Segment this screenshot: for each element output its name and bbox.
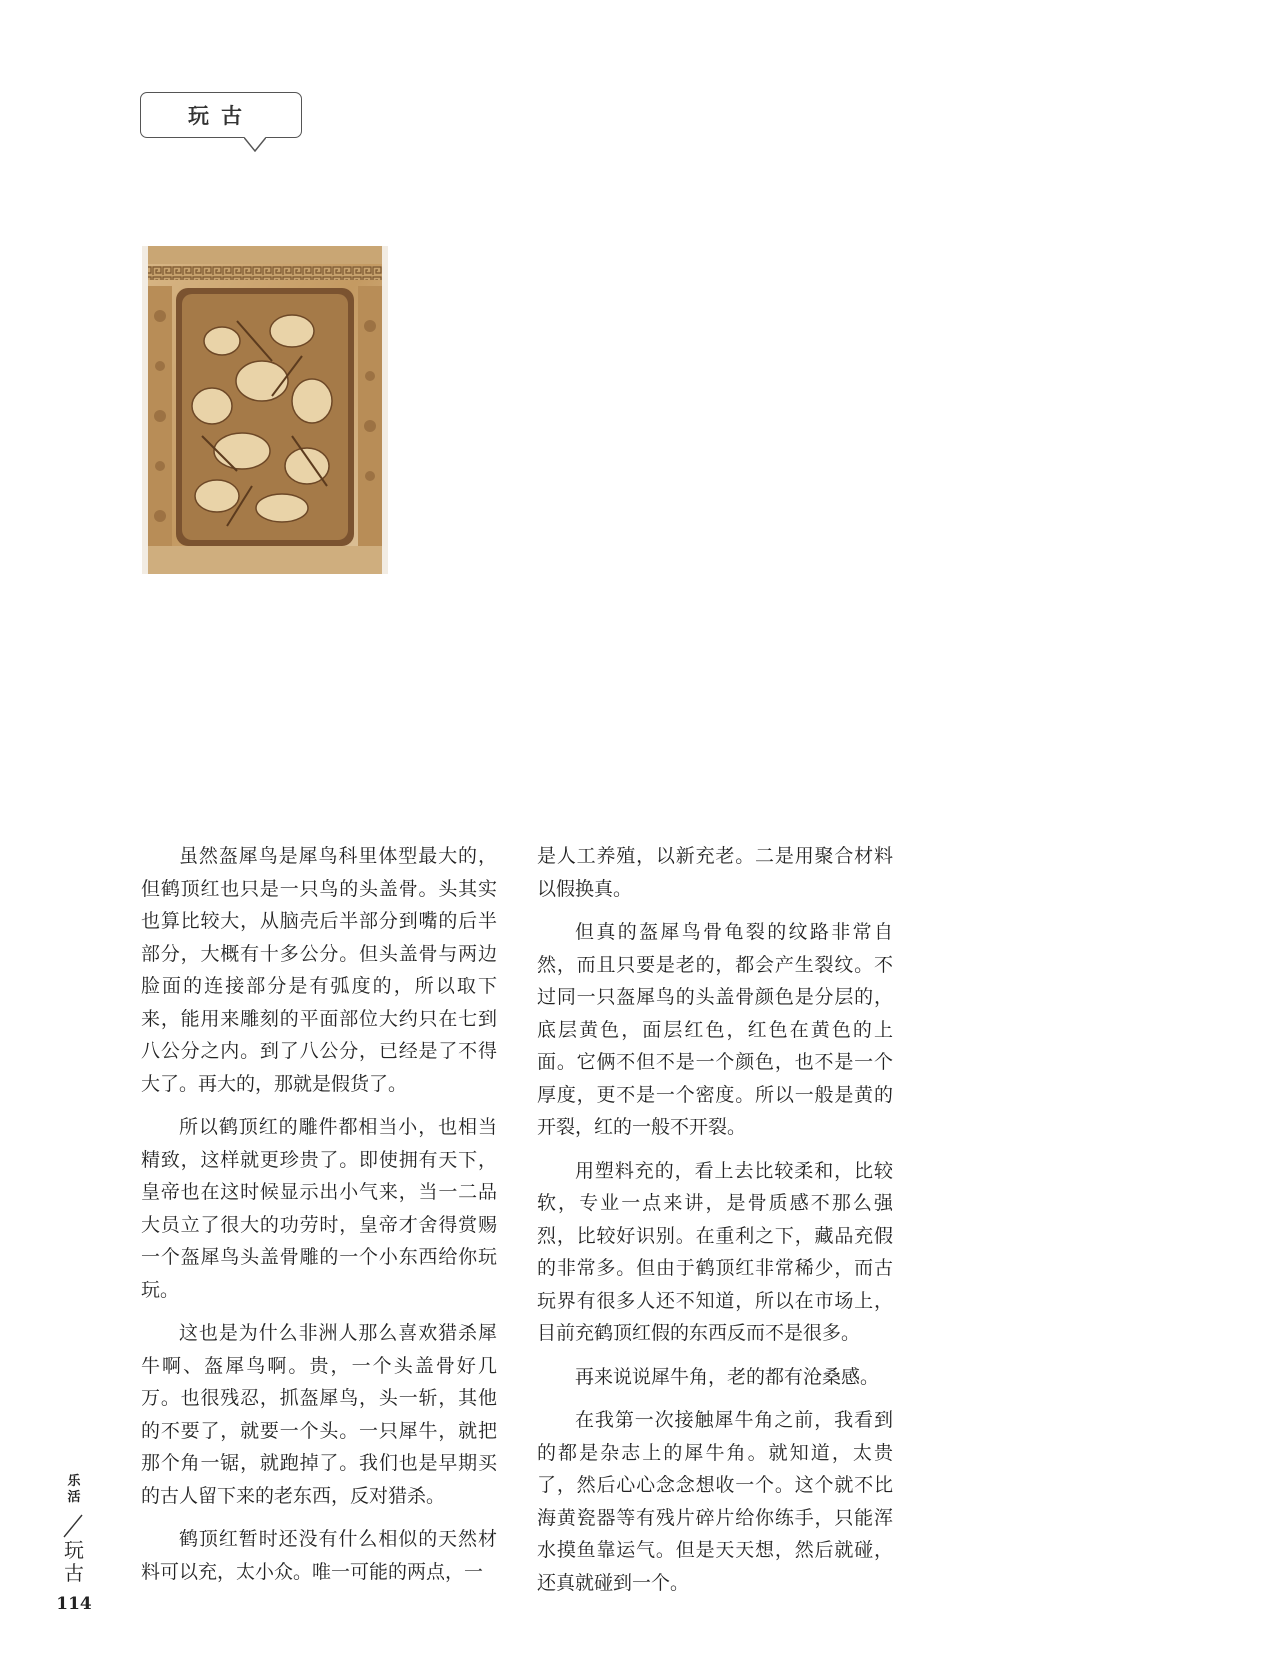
article-column-left [141, 840, 497, 1599]
folio-magazine-name: 乐活 [67, 1474, 81, 1505]
article-paragraph: 在我第一次接触犀牛角之前，我看到的都是杂志上的犀牛角。就知道，太贵了，然后心心念念想收一个。这个就不比海黄瓷器等有残片碎片给你练手，只能浑水摸鱼靠运气。但是天天想，然后就碰，还真就碰到一个。 [537, 1409, 893, 1594]
section-tag: 玩古 [140, 92, 302, 138]
article-paragraph-continued: 是人工养殖，以新充老。二是用聚合材料以假换真。 [537, 845, 893, 900]
article-paragraph: 这也是为什么非洲人那么喜欢猎杀犀牛啊、盔犀鸟啊。贵，一个头盖骨好几万。也很残忍，抓盔犀鸟，头一斩，其他的不要了，就要一个头。一只犀牛，就把那个角一锯，就跑掉了。我们也是早期买的古人留下来的老东西，反对猎杀。 [141, 1322, 497, 1507]
speech-pointer-icon [244, 137, 266, 152]
folio-section-name: 玩古 [64, 1538, 84, 1585]
folio-slash-icon [60, 1513, 86, 1539]
article-paragraph: 用塑料充的，看上去比较柔和，比较软，专业一点来讲，是骨质感不那么强烈，比较好识别。在重利之下，藏品充假的非常多。但由于鹤顶红非常稀少，而古玩界有很多人还不知道，所以在市场上，目前充鹤顶红假的东西反而不是很多。 [537, 1159, 893, 1344]
carved-hornbill-casque-photo [142, 246, 388, 574]
article-paragraph: 但真的盔犀鸟骨龟裂的纹路非常自然，而且只要是老的，都会产生裂纹。不过同一只盔犀鸟的头盖骨颜色是分层的，底层黄色，面层红色，红色在黄色的上面。它俩不但不是一个颜色，也不是一个厚度，更不是一个密度。所以一般是黄的开裂，红的一般不开裂。 [537, 921, 893, 1138]
article-column-right [537, 840, 893, 1610]
article-paragraph: 再来说说犀牛角，老的都有沧桑感。 [575, 1365, 880, 1388]
article-paragraph: 虽然盔犀鸟是犀鸟科里体型最大的，但鹤顶红也只是一只鸟的头盖骨。头其实也算比较大，从脑壳后半部分到嘴的后半部分，大概有十多公分。但头盖骨与两边脸面的连接部分是有弧度的，所以取下来，能用来雕刻的平面部位大约只在七到八公分之内。到了八公分，已经是了不得大了。再大的，那就是假货了。 [141, 845, 497, 1095]
article-paragraph: 所以鹤顶红的雕件都相当小，也相当精致，这样就更珍贵了。即使拥有天下，皇帝也在这时候显示出小气来，当一二品大员立了很大的功劳时，皇帝才舍得赏赐一个盔犀鸟头盖骨雕的一个小东西给你玩玩。 [141, 1116, 497, 1301]
article-paragraph: 鹤顶红暂时还没有什么相似的天然材料可以充，太小众。唯一可能的两点，一 [141, 1528, 497, 1583]
page-number: 114 [56, 1594, 92, 1614]
